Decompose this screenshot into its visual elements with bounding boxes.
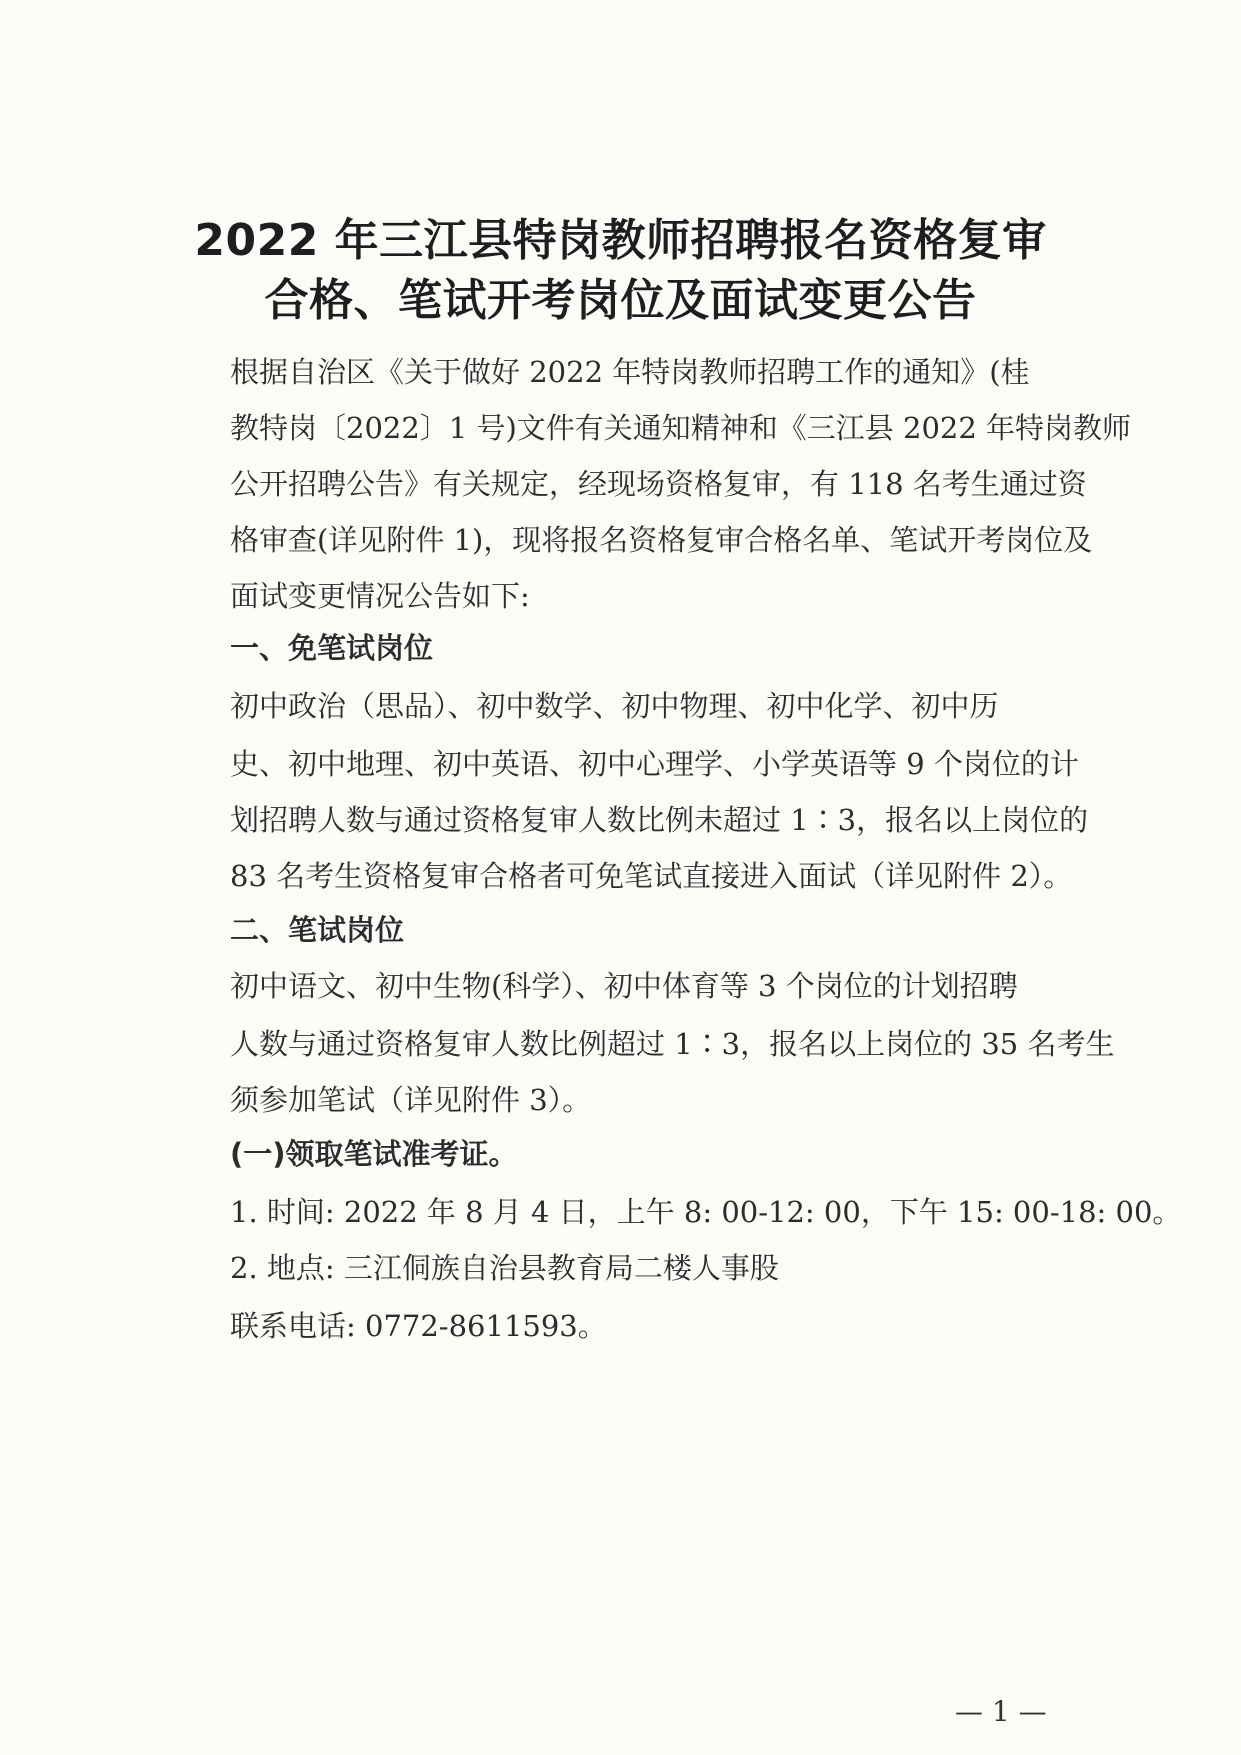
document-title-line-1: 2022 年三江县特岗教师招聘报名资格复审: [194, 215, 1047, 266]
section-2-heading: 二、笔试岗位: [230, 913, 405, 947]
subsection-1-heading: (一)领取笔试准考证。: [230, 1137, 518, 1171]
section-1-line-4: 83 名考生资格复审合格者可免笔试直接进入面试（详见附件 2）。: [230, 859, 1073, 893]
item-2-location: 2. 地点: 三江侗族自治县教育局二楼人事股: [230, 1251, 779, 1285]
section-1-line-1: 初中政治（思品）、初中数学、初中物理、初中化学、初中历: [230, 689, 999, 723]
intro-line-2: 教特岗〔2022〕1 号)文件有关通知精神和《三江县 2022 年特岗教师: [230, 411, 1132, 445]
intro-line-3: 公开招聘公告》有关规定，经现场资格复审，有 118 名考生通过资: [230, 467, 1087, 501]
intro-line-1: 根据自治区《关于做好 2022 年特岗教师招聘工作的通知》(桂: [230, 355, 1030, 389]
page-number: — 1 —: [955, 1695, 1047, 1728]
section-1-line-3: 划招聘人数与通过资格复审人数比例未超过 1∶3，报名以上岗位的: [230, 803, 1089, 837]
section-2-line-2: 人数与通过资格复审人数比例超过 1∶3，报名以上岗位的 35 名考生: [230, 1027, 1115, 1061]
document-title-line-2: 合格、笔试开考岗位及面试变更公告: [264, 275, 977, 326]
intro-line-5: 面试变更情况公告如下:: [230, 579, 530, 613]
intro-line-4: 格审查(详见附件 1)，现将报名资格复审合格名单、笔试开考岗位及: [230, 523, 1093, 557]
item-1-time: 1. 时间: 2022 年 8 月 4 日，上午 8: 00-12: 00，下午 15: 00-18: 00。: [230, 1195, 1182, 1229]
section-2-line-1: 初中语文、初中生物(科学）、初中体育等 3 个岗位的计划招聘: [230, 969, 1018, 1003]
contact-phone: 联系电话: 0772-8611593。: [230, 1309, 607, 1343]
section-1-heading: 一、免笔试岗位: [230, 631, 434, 665]
section-1-line-2: 史、初中地理、初中英语、初中心理学、小学英语等 9 个岗位的计: [230, 747, 1079, 781]
section-2-line-3: 须参加笔试（详见附件 3）。: [230, 1083, 592, 1117]
